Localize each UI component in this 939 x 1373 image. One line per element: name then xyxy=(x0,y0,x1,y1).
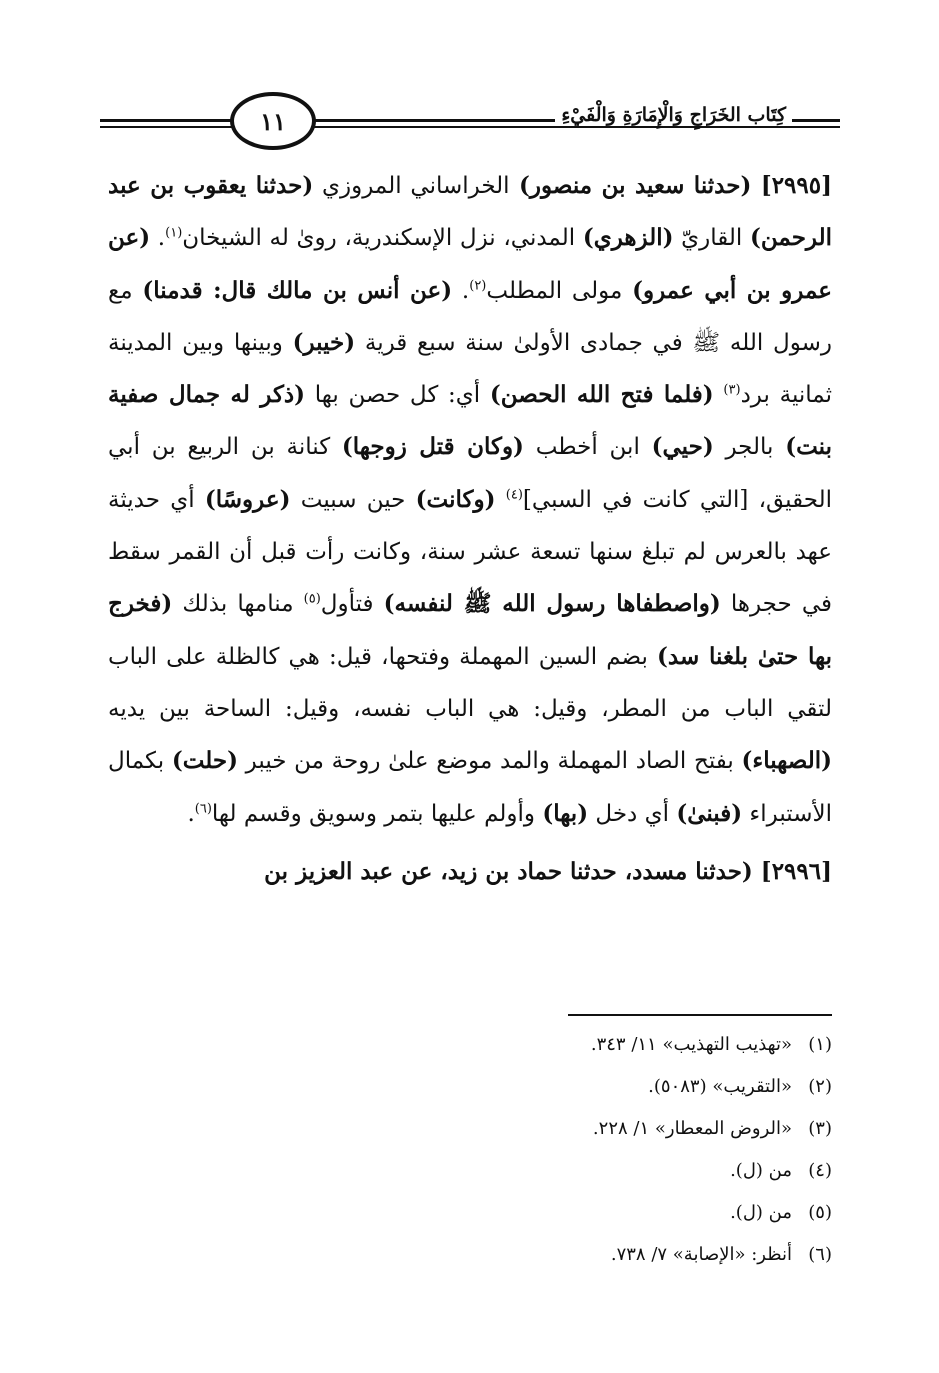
page-header xyxy=(100,92,840,152)
page-number: ١١ xyxy=(260,106,286,136)
footnote-ref: (٤) xyxy=(505,487,523,503)
bold-span: (عن عمرو بن أبي عمرو) xyxy=(108,224,832,304)
footnote-item xyxy=(300,1108,832,1150)
text-span: مولى المطلب xyxy=(486,277,633,304)
text-span xyxy=(714,382,724,408)
text-span: القاريّ xyxy=(673,225,751,252)
text-span: وأولم عليها بتمر وسويق وقسم لها xyxy=(211,800,543,827)
text-span: فتأول xyxy=(320,591,384,618)
bold-span: (وكان قتل زوجها) xyxy=(341,433,524,461)
page-number-badge xyxy=(230,92,316,150)
hadith-2996 xyxy=(108,846,832,898)
footnote-number: (٣) xyxy=(808,1118,832,1139)
footnote-text: أنظر: «الإصابة» ٧/ ٧٣٨. xyxy=(610,1244,792,1265)
footnote-item xyxy=(300,1024,832,1066)
footnote-number: (٦) xyxy=(808,1244,832,1265)
footnote-ref: (٣) xyxy=(723,382,741,398)
text-span: منامها بذلك xyxy=(172,591,304,618)
bold-span: (فلما فتح الله الحصن) xyxy=(489,381,714,409)
text-span: أي حديثة عهد بالعرس لم تبلغ سنها تسعة عشر سنة، وكانت رأت قبل أن القمر سقط في حجرها xyxy=(108,486,833,618)
text-span: بالجر xyxy=(713,434,786,461)
text-span: بضم السين المهملة وفتحها، قيل: هي كالظلة على الباب لتقي الباب من المطر، وقيل: هي الباب نفسه، وقيل: الساحة بين يديه xyxy=(108,643,832,722)
footnote-number: (٥) xyxy=(808,1202,832,1223)
bold-span: (وكانت) xyxy=(415,485,496,513)
footnote-number: (٢) xyxy=(808,1076,832,1097)
bold-span: (حدثنا سعيد بن منصور) xyxy=(509,172,761,199)
bold-span: (واصطفاها رسول الله ﷺ لنفسه) xyxy=(383,590,721,618)
bold-span: (الصهباء) xyxy=(741,747,832,775)
bold-span: (خيبر) xyxy=(292,328,356,356)
text-span: حين سبيت xyxy=(290,486,416,513)
bold-span: (حلت) xyxy=(171,747,238,775)
bold-span: (بها) xyxy=(542,799,589,827)
footnote-text: «التقريب» (٥٠٨٣). xyxy=(648,1076,792,1097)
header-rule-right-thin xyxy=(314,126,840,128)
footnote-item xyxy=(300,1192,832,1234)
text-span: وبينها وبين المدينة ثمانية برد xyxy=(108,329,833,409)
header-rule-left xyxy=(100,119,232,122)
footnote-item xyxy=(300,1150,832,1192)
footnote-separator xyxy=(568,1014,832,1016)
footnote-text: «الروض المعطار» ١/ ٢٢٨. xyxy=(592,1118,792,1139)
bold-span: (عن أنس بن مالك قال: قدمنا) xyxy=(142,276,453,304)
footnote-number: (٤) xyxy=(808,1160,832,1181)
bold-span: (فخرج بها حتىٰ بلغنا سد) xyxy=(108,590,832,670)
text-span: المدني، نزل الإسكندرية، رویٰ له الشيخان xyxy=(182,225,583,252)
footnote-text: من (ل). xyxy=(730,1202,792,1223)
text-span: . xyxy=(452,277,470,304)
footnote-text: «تهذيب التهذيب» ١١/ ٣٤٣. xyxy=(590,1034,792,1055)
hadith-number: [٢٩٩٥] xyxy=(760,172,833,199)
running-header-title: كِتَاب الخَرَاجِ وَالْإِمَارَةِ وَالْفَيْءِ xyxy=(555,104,792,126)
header-rule-left-thin xyxy=(100,126,232,128)
text-span: ابن أخطب xyxy=(523,434,652,461)
footnote-item xyxy=(300,1066,832,1108)
bold-span: (فبنىٰ) xyxy=(676,799,743,827)
footnote-item xyxy=(300,1234,832,1276)
footnote-ref: (٦) xyxy=(194,800,212,816)
text-span: الخراساني المروزي xyxy=(313,173,510,199)
footnote-ref: (٥) xyxy=(303,591,321,607)
footnotes xyxy=(300,1024,832,1276)
footnote-ref: (٢) xyxy=(469,277,487,293)
footnote-ref: (١) xyxy=(165,225,183,241)
main-text xyxy=(108,160,832,898)
footnote-text: من (ل). xyxy=(730,1160,792,1181)
hadith-2995 xyxy=(108,160,832,840)
footnote-number: (١) xyxy=(808,1034,832,1055)
text-span: . xyxy=(150,225,166,252)
text-span: أي: كل حصن بها xyxy=(305,382,490,409)
text-span: مع رسول الله ﷺ في جمادى الأولىٰ سنة سبع قرية xyxy=(108,277,832,356)
hadith-number: [٢٩٩٦] xyxy=(752,857,832,885)
text-span xyxy=(496,487,506,513)
bold-span: (حدثنا يعقوب بن عبد الرحمن) xyxy=(108,172,833,252)
bold-span: (الزهري) xyxy=(582,224,674,252)
text-span: بفتح الصاد المهملة والمد موضع علىٰ روحة من خيبر xyxy=(238,748,742,775)
text-span: . xyxy=(187,800,195,827)
text-span: كنانة بن الربيع بن أبي الحقيق، [التي كانت في السبي] xyxy=(108,434,832,513)
text-span: بكمال الأستبراء xyxy=(108,748,832,827)
bold-span: (عروسًا) xyxy=(204,485,291,513)
bold-span: (حيي) xyxy=(651,433,714,461)
bold-span: (ذكر له جمال صفية بنت) xyxy=(108,381,832,461)
bold-span: (حدثنا مسدد، حدثنا حماد بن زيد، عن عبد العزيز بن xyxy=(264,857,753,885)
text-span: أي دخل xyxy=(588,800,677,827)
